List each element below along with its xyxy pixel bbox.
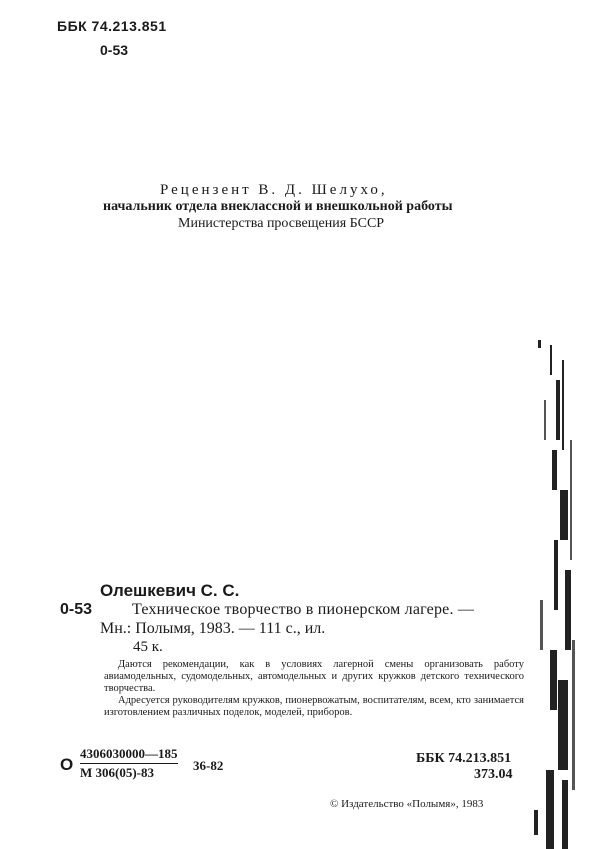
reviewer-name: Рецензент В. Д. Шелухо, <box>160 182 388 198</box>
card-author-mark: 0-53 <box>60 601 93 618</box>
annotation <box>104 659 524 719</box>
card-title: Техническое творчество в пионерском лагере. — <box>132 601 475 618</box>
imprint-numerator: 4306030000—185 <box>80 746 178 764</box>
annotation-paragraph: Даются рекомендации, как в условиях лагерной смены организовать работу авиамодельных, судомодельных, автомодельных и других кружков детского технического творчества. <box>104 659 524 694</box>
author-mark: 0-53 <box>100 42 129 58</box>
bbk-classification: ББК 74.213.851 <box>57 18 167 34</box>
reviewer-ministry: Министерства просвещения БССР <box>178 216 385 231</box>
imprint-letter: О <box>60 755 74 774</box>
copyright: © Издательство «Полымя», 1983 <box>330 798 484 810</box>
annotation-paragraph: Адресуется руководителям кружков, пионервожатым, воспитателям, всем, кто занимается изготовлением различных поделок, моделей, приборов. <box>104 695 524 718</box>
scan-shadow-artifact <box>510 340 600 849</box>
bbk-bottom-line2: 373.04 <box>474 767 513 782</box>
card-author: Олешкевич С. С. <box>100 581 240 600</box>
imprint-year-code: 36-82 <box>193 758 224 773</box>
bbk-bottom <box>416 751 513 783</box>
bbk-bottom-line1: ББК 74.213.851 <box>416 751 512 766</box>
card-price: 45 к. <box>133 639 163 655</box>
card-publication: Мн.: Полымя, 1983. — 111 с., ил. <box>100 620 326 637</box>
reviewer-position: начальник отдела внеклассной и внешкольной работы <box>103 199 453 214</box>
imprint-fraction <box>80 746 178 781</box>
imprint-denominator: М 306(05)-83 <box>80 765 155 780</box>
